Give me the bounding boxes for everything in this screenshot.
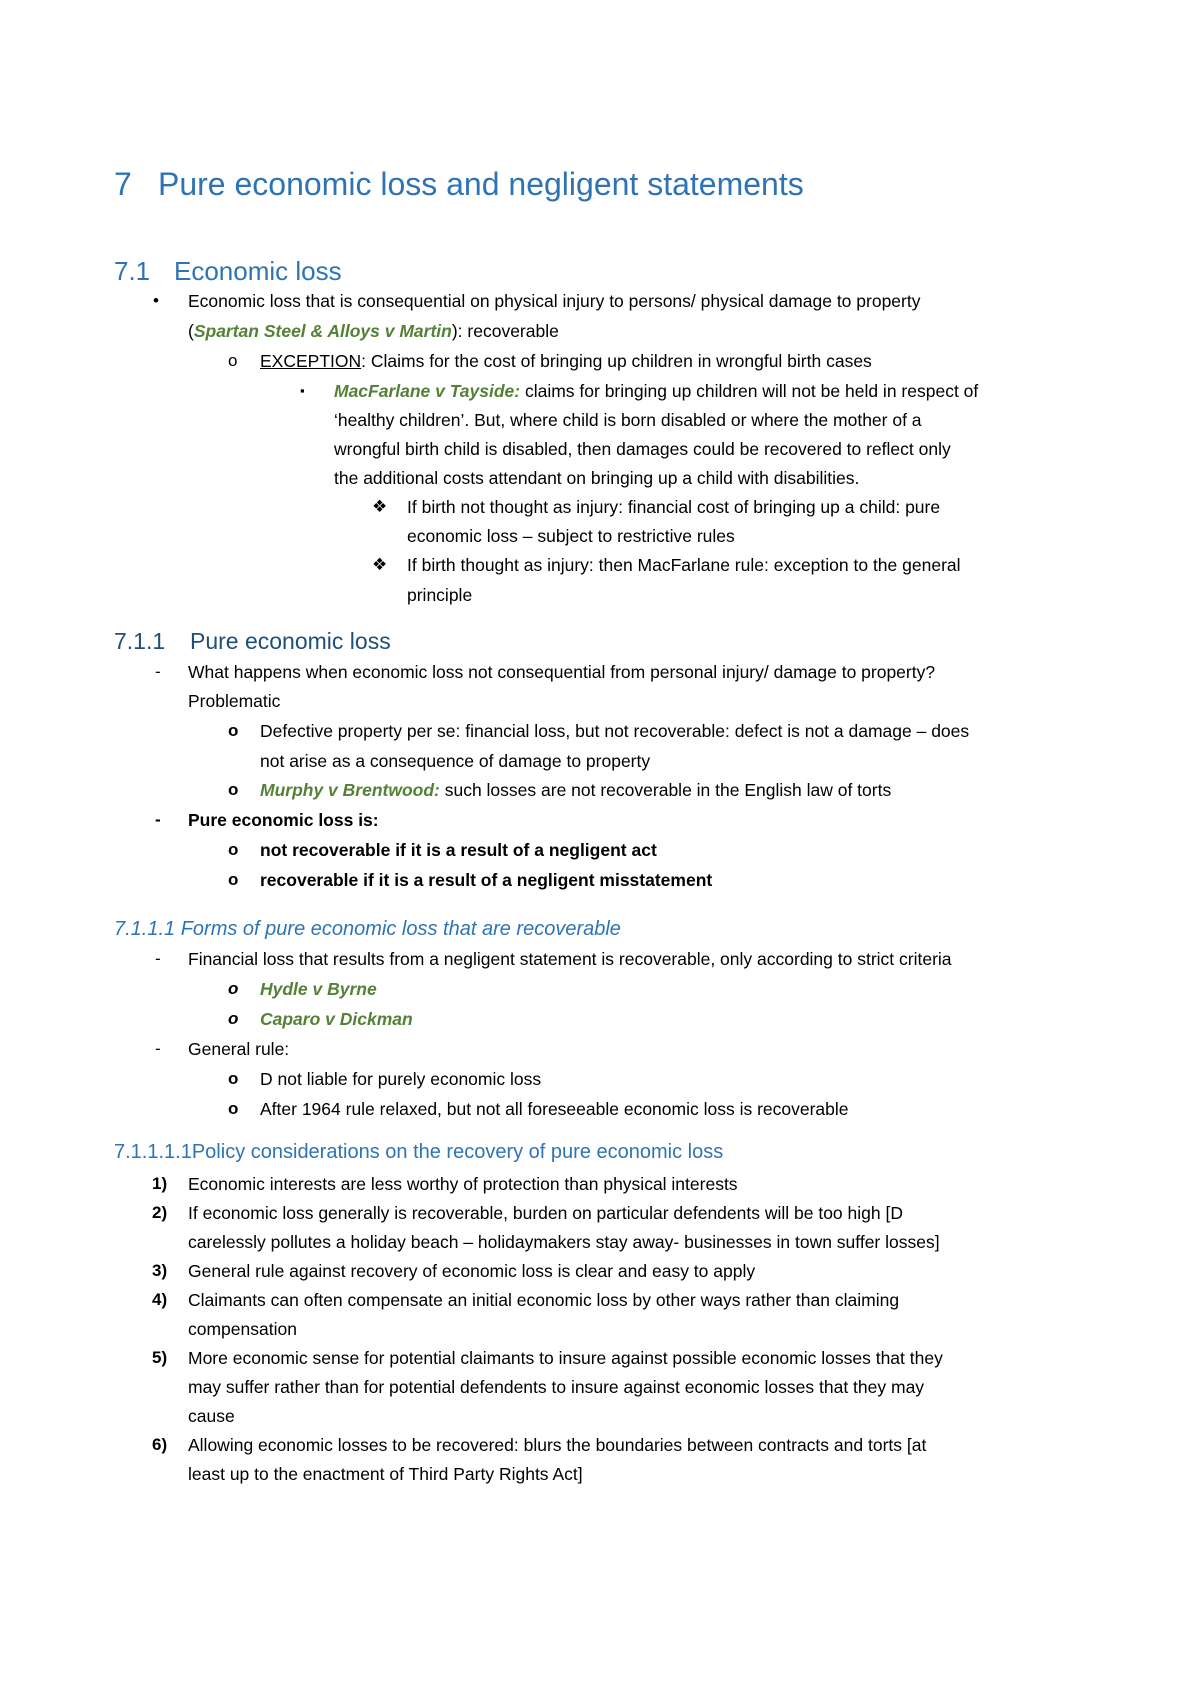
list-item-line: General rule: [188, 1039, 290, 1059]
heading-3-number: 7.1.1 [114, 628, 166, 654]
list-item-line: ‘healthy children’. But, where child is born disabled or where the mother of a [334, 410, 922, 430]
list-number: 4) [152, 1290, 168, 1309]
list-item-line [188, 320, 559, 342]
list-item-line: may suffer rather than for potential defendents to insure against economic losses that they may [188, 1377, 925, 1397]
heading-2-number: 7.1 [114, 256, 151, 286]
circle-marker: o [228, 351, 238, 370]
list-item-line: Defective property per se: financial loss, but not recoverable: defect is not a damage – does [260, 721, 970, 741]
list-item-line: If birth not thought as injury: financial cost of bringing up a child: pure [407, 497, 941, 517]
list-item-line: General rule against recovery of economic loss is clear and easy to apply [188, 1261, 756, 1281]
list-number: 3) [152, 1261, 168, 1280]
text: ): recoverable [451, 321, 559, 341]
case-name: Caparo v Dickman [260, 1009, 413, 1029]
list-item-line: carelessly pollutes a holiday beach – holidaymakers stay away- businesses in town suffer losses] [188, 1232, 940, 1252]
heading-1-text: Pure economic loss and negligent statements [158, 166, 804, 202]
list-item-line: What happens when economic loss not consequential from personal injury/ damage to property? [188, 662, 936, 682]
heading-2-text: Economic loss [174, 256, 342, 286]
text: claims for bringing up children will not be held in respect of [520, 381, 979, 401]
circle-marker: o [228, 840, 239, 859]
heading-3-text: Pure economic loss [190, 628, 391, 654]
heading-2 [114, 256, 342, 287]
list-item-line: not recoverable if it is a result of a negligent act [260, 840, 657, 860]
case-name: Spartan Steel & Alloys v Martin [193, 321, 452, 341]
list-number: 5) [152, 1348, 168, 1367]
list-item-line: cause [188, 1406, 235, 1426]
list-item-line: Economic interests are less worthy of protection than physical interests [188, 1174, 738, 1194]
list-item-line: compensation [188, 1319, 297, 1339]
list-item-line [334, 380, 978, 402]
case-name: MacFarlane v Tayside: [334, 381, 521, 401]
list-item-line: recoverable if it is a result of a negligent misstatement [260, 870, 713, 890]
list-item-line: More economic sense for potential claimants to insure against possible economic losses that they [188, 1348, 943, 1368]
heading-5: 7.1.1.1.1Policy considerations on the recovery of pure economic loss [114, 1141, 724, 1163]
diamond-marker: ❖ [372, 497, 388, 516]
list-item-line: D not liable for purely economic loss [260, 1069, 542, 1089]
exception-label: EXCEPTION [260, 351, 362, 371]
paren: ( [188, 321, 194, 341]
square-marker: ▪ [300, 383, 305, 398]
circle-marker: o [228, 1099, 239, 1118]
list-item-line: not arise as a consequence of damage to property [260, 751, 651, 771]
list-number: 1) [152, 1174, 168, 1193]
circle-marker: o [228, 780, 239, 799]
list-item-line: wrongful birth child is disabled, then damages could be recovered to reflect only [334, 439, 951, 459]
list-item-line: Allowing economic losses to be recovered: blurs the boundaries between contracts and torts [at [188, 1435, 927, 1455]
list-item-line: Economic loss that is consequential on physical injury to persons/ physical damage to property [188, 291, 921, 311]
bullet-marker: • [153, 291, 159, 310]
list-item-line: Financial loss that results from a negligent statement is recoverable, only according to strict criteria [188, 949, 952, 969]
case-name: Murphy v Brentwood: [260, 780, 440, 800]
diamond-marker: ❖ [372, 555, 388, 574]
text: such losses are not recoverable in the English law of torts [439, 780, 892, 800]
dash-marker: - [155, 949, 161, 968]
heading-1-number: 7 [114, 166, 132, 202]
list-item-line [260, 779, 891, 801]
list-item-line: least up to the enactment of Third Party Rights Act] [188, 1464, 583, 1484]
list-item-line: Claimants can often compensate an initial economic loss by other ways rather than claiming [188, 1290, 900, 1310]
dash-marker: - [155, 810, 161, 829]
list-number: 6) [152, 1435, 168, 1454]
heading-3 [114, 628, 391, 655]
circle-marker: o [228, 1009, 239, 1028]
list-item-line: Pure economic loss is: [188, 810, 379, 830]
circle-marker: o [228, 870, 239, 889]
heading-4: 7.1.1.1 Forms of pure economic loss that are recoverable [114, 918, 621, 940]
list-item-line: economic loss – subject to restrictive rules [407, 526, 735, 546]
list-number: 2) [152, 1203, 168, 1222]
list-item-line: principle [407, 585, 473, 605]
list-item-line: Problematic [188, 691, 281, 711]
text: : Claims for the cost of bringing up children in wrongful birth cases [361, 351, 872, 371]
dash-marker: - [155, 662, 161, 681]
circle-marker: o [228, 721, 239, 740]
heading-1 [114, 166, 804, 203]
list-item-line: If birth thought as injury: then MacFarlane rule: exception to the general [407, 555, 961, 575]
dash-marker: - [155, 1039, 161, 1058]
list-item-line: If economic loss generally is recoverable, burden on particular defendents will be too high [D [188, 1203, 903, 1223]
circle-marker: o [228, 1069, 239, 1088]
list-item-line: After 1964 rule relaxed, but not all foreseeable economic loss is recoverable [260, 1099, 849, 1119]
list-item-line: the additional costs attendant on bringing up a child with disabilities. [334, 468, 860, 488]
circle-marker: o [228, 979, 239, 998]
list-item-line [260, 350, 872, 372]
case-name: Hydle v Byrne [260, 979, 377, 999]
